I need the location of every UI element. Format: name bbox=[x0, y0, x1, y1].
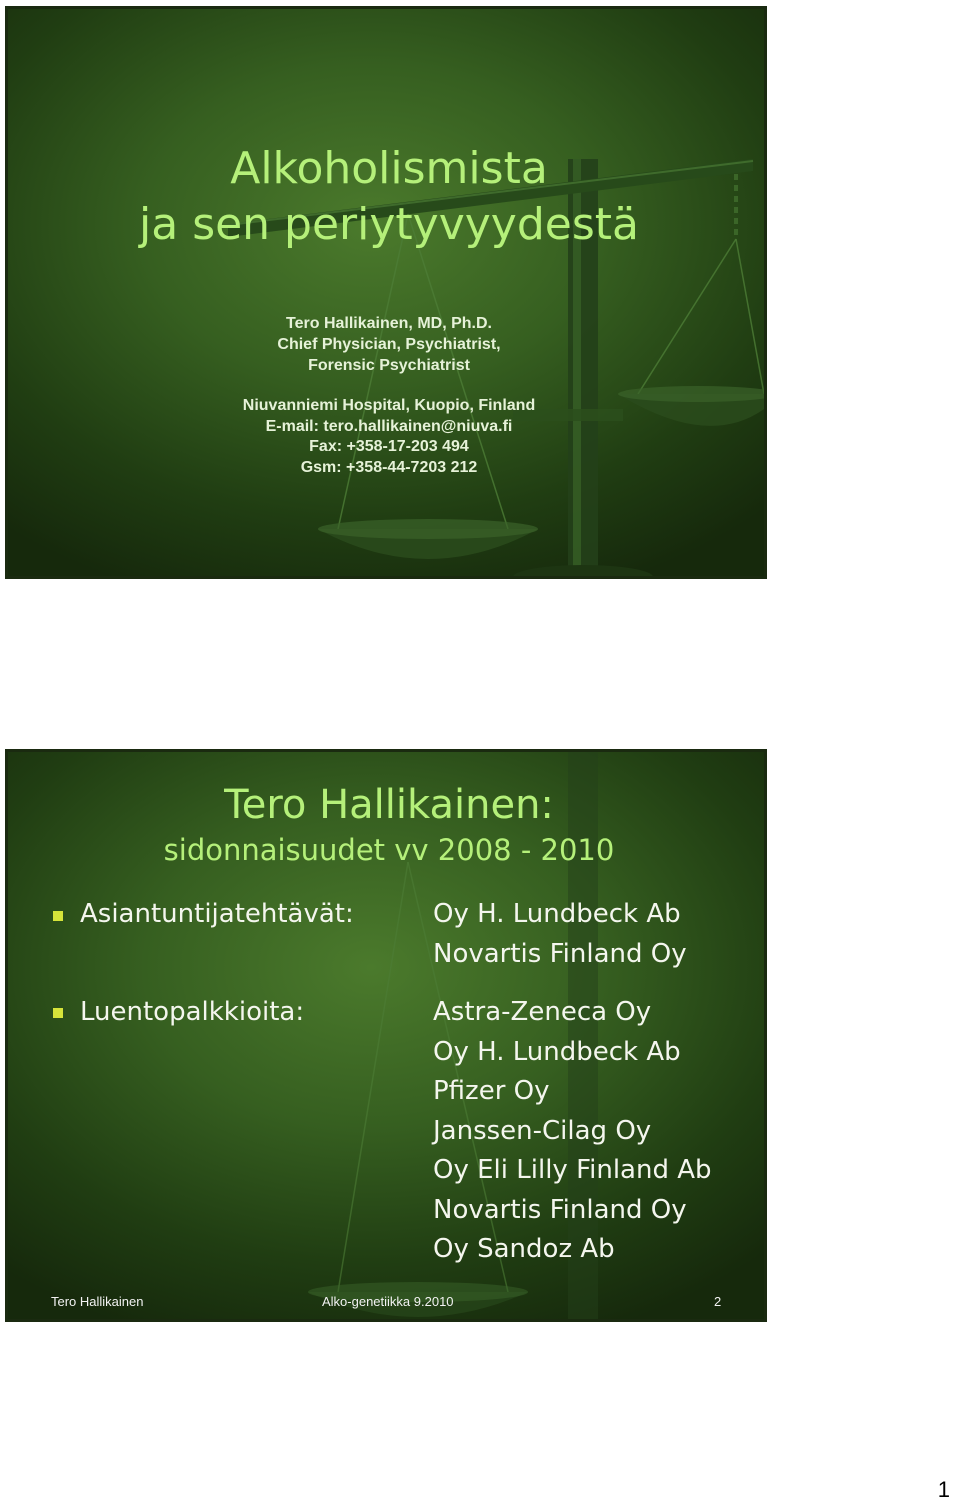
footer-title: Alko-genetiikka 9.2010 bbox=[322, 1294, 454, 1309]
slide-2 bbox=[5, 749, 767, 1322]
balance-scale-background bbox=[8, 9, 764, 576]
label-luentopalkkioita: Luentopalkkioita: bbox=[80, 997, 305, 1027]
fax-line: Fax: +358-17-203 494 bbox=[309, 438, 469, 455]
list-item: Janssen-Cilag Oy bbox=[433, 1116, 652, 1146]
gsm-line: Gsm: +358-44-7203 212 bbox=[300, 459, 478, 476]
bullet-icon bbox=[53, 911, 63, 921]
footer-author: Tero Hallikainen bbox=[51, 1294, 144, 1309]
email-line: E-mail: tero.hallikainen@niuva.fi bbox=[265, 418, 513, 435]
list-item: Novartis Finland Oy bbox=[433, 1195, 687, 1225]
slide-1 bbox=[5, 6, 767, 579]
footer-slide-number: 2 bbox=[714, 1294, 722, 1309]
hospital-line: Niuvanniemi Hospital, Kuopio, Finland bbox=[242, 397, 536, 414]
list-item: Oy Eli Lilly Finland Ab bbox=[433, 1155, 712, 1185]
author-role-2: Forensic Psychiatrist bbox=[308, 357, 470, 374]
label-asiantuntijatehtavat: Asiantuntijatehtävät: bbox=[80, 899, 354, 929]
slide-2-title: Tero Hallikainen: bbox=[224, 782, 554, 828]
page-number: 1 bbox=[937, 1477, 950, 1502]
list-item: Pfizer Oy bbox=[433, 1076, 550, 1106]
list-item: Oy Sandoz Ab bbox=[433, 1234, 615, 1264]
title-line-2: ja sen periytyvyydestä bbox=[139, 199, 639, 250]
slide-2-subtitle: sidonnaisuudet vv 2008 - 2010 bbox=[163, 833, 615, 867]
list-item: Oy H. Lundbeck Ab bbox=[433, 899, 681, 929]
list-item: Oy H. Lundbeck Ab bbox=[433, 1037, 681, 1067]
title-line-1: Alkoholismista bbox=[230, 143, 548, 194]
author-name: Tero Hallikainen, MD, Ph.D. bbox=[286, 315, 492, 332]
list-item: Novartis Finland Oy bbox=[433, 939, 687, 969]
author-role-1: Chief Physician, Psychiatrist, bbox=[277, 336, 501, 353]
list-item: Astra-Zeneca Oy bbox=[433, 997, 652, 1027]
bullet-icon bbox=[53, 1008, 63, 1018]
